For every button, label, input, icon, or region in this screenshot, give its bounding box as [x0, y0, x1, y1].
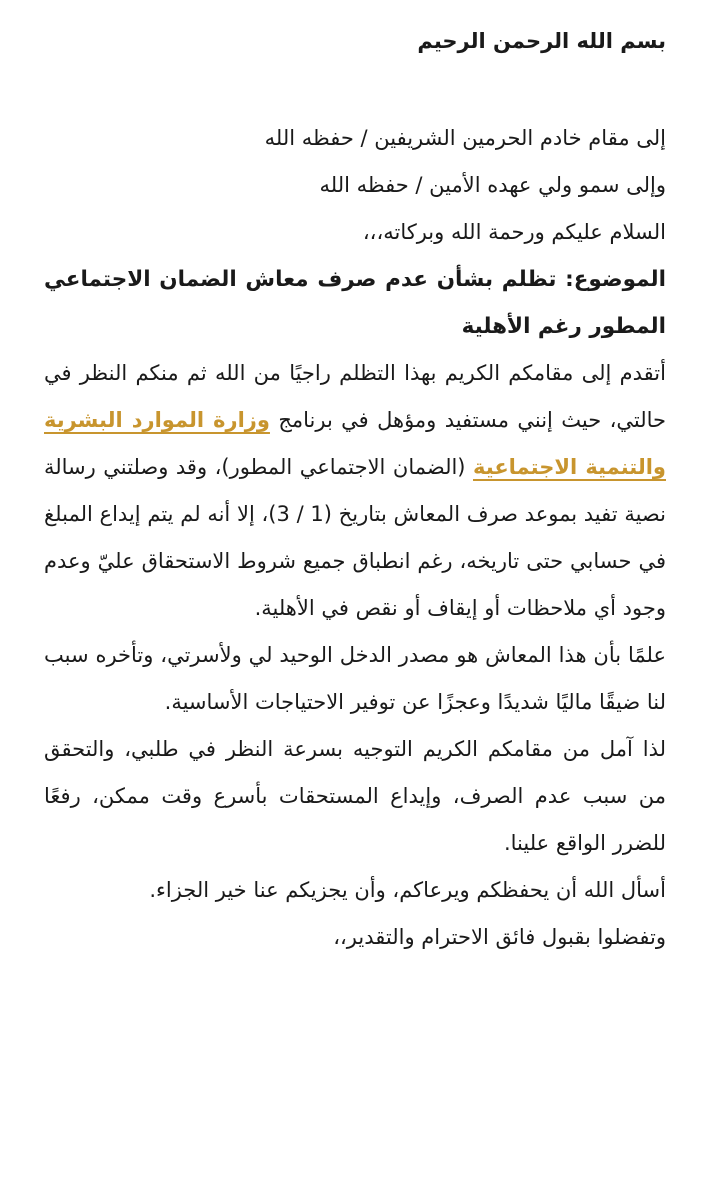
body-continuation-text: (الضمان الاجتماعي المطور)، وقد وصلتني رسالة نصية تفيد بموعد صرف المعاش بتاريخ (1 / 3)، إلا أنه لم يتم إيداع المبلغ في حسابي حتى تاريخه، رغم انطباق جميع شروط الاستحقاق عليّ وعدم وجود أي ملاحظات أو إيقاف أو نقص في الأهلية.: [44, 455, 666, 620]
subject-line: الموضوع: تظلم بشأن عدم صرف معاش الضمان الاجتماعي المطور رغم الأهلية: [44, 267, 666, 339]
body-paragraph-1: [44, 350, 666, 632]
cropped-previous-text: [0, 0, 720, 8]
letter-document: [44, 18, 666, 961]
basmala-heading: بسم الله الرحمن الرحيم: [417, 29, 666, 53]
address-line-crown-prince: وإلى سمو ولي عهده الأمين / حفظه الله: [319, 173, 666, 197]
ministry-link[interactable]: وزارة الموارد البشرية والتنمية الاجتماعية: [44, 408, 666, 479]
body-paragraph-4: أسأل الله أن يحفظكم ويرعاكم، وأن يجزيكم عنا خير الجزاء.: [149, 878, 666, 902]
closing-line: وتفضلوا بقبول فائق الاحترام والتقدير،،: [333, 925, 666, 949]
body-paragraph-3: لذا آمل من مقامكم الكريم التوجيه بسرعة النظر في طلبي، والتحقق من سبب عدم الصرف، وإيداع المستحقات بأسرع وقت ممكن، رفعًا للضرر الواقع علينا.: [44, 737, 666, 855]
greeting-line: السلام عليكم ورحمة الله وبركاته،،،: [362, 220, 666, 244]
address-line-king: إلى مقام خادم الحرمين الشريفين / حفظه الله: [264, 126, 666, 150]
body-intro-text: أتقدم إلى مقامكم الكريم بهذا التظلم راجيًا من الله ثم منكم النظر في حالتي، حيث إنني مستفيد ومؤهل في برنامج: [44, 361, 666, 432]
body-paragraph-2: علمًا بأن هذا المعاش هو مصدر الدخل الوحيد لي ولأسرتي، وتأخره سبب لنا ضيقًا ماليًا شديدًا وعجزًا عن توفير الاحتياجات الأساسية.: [44, 643, 666, 714]
